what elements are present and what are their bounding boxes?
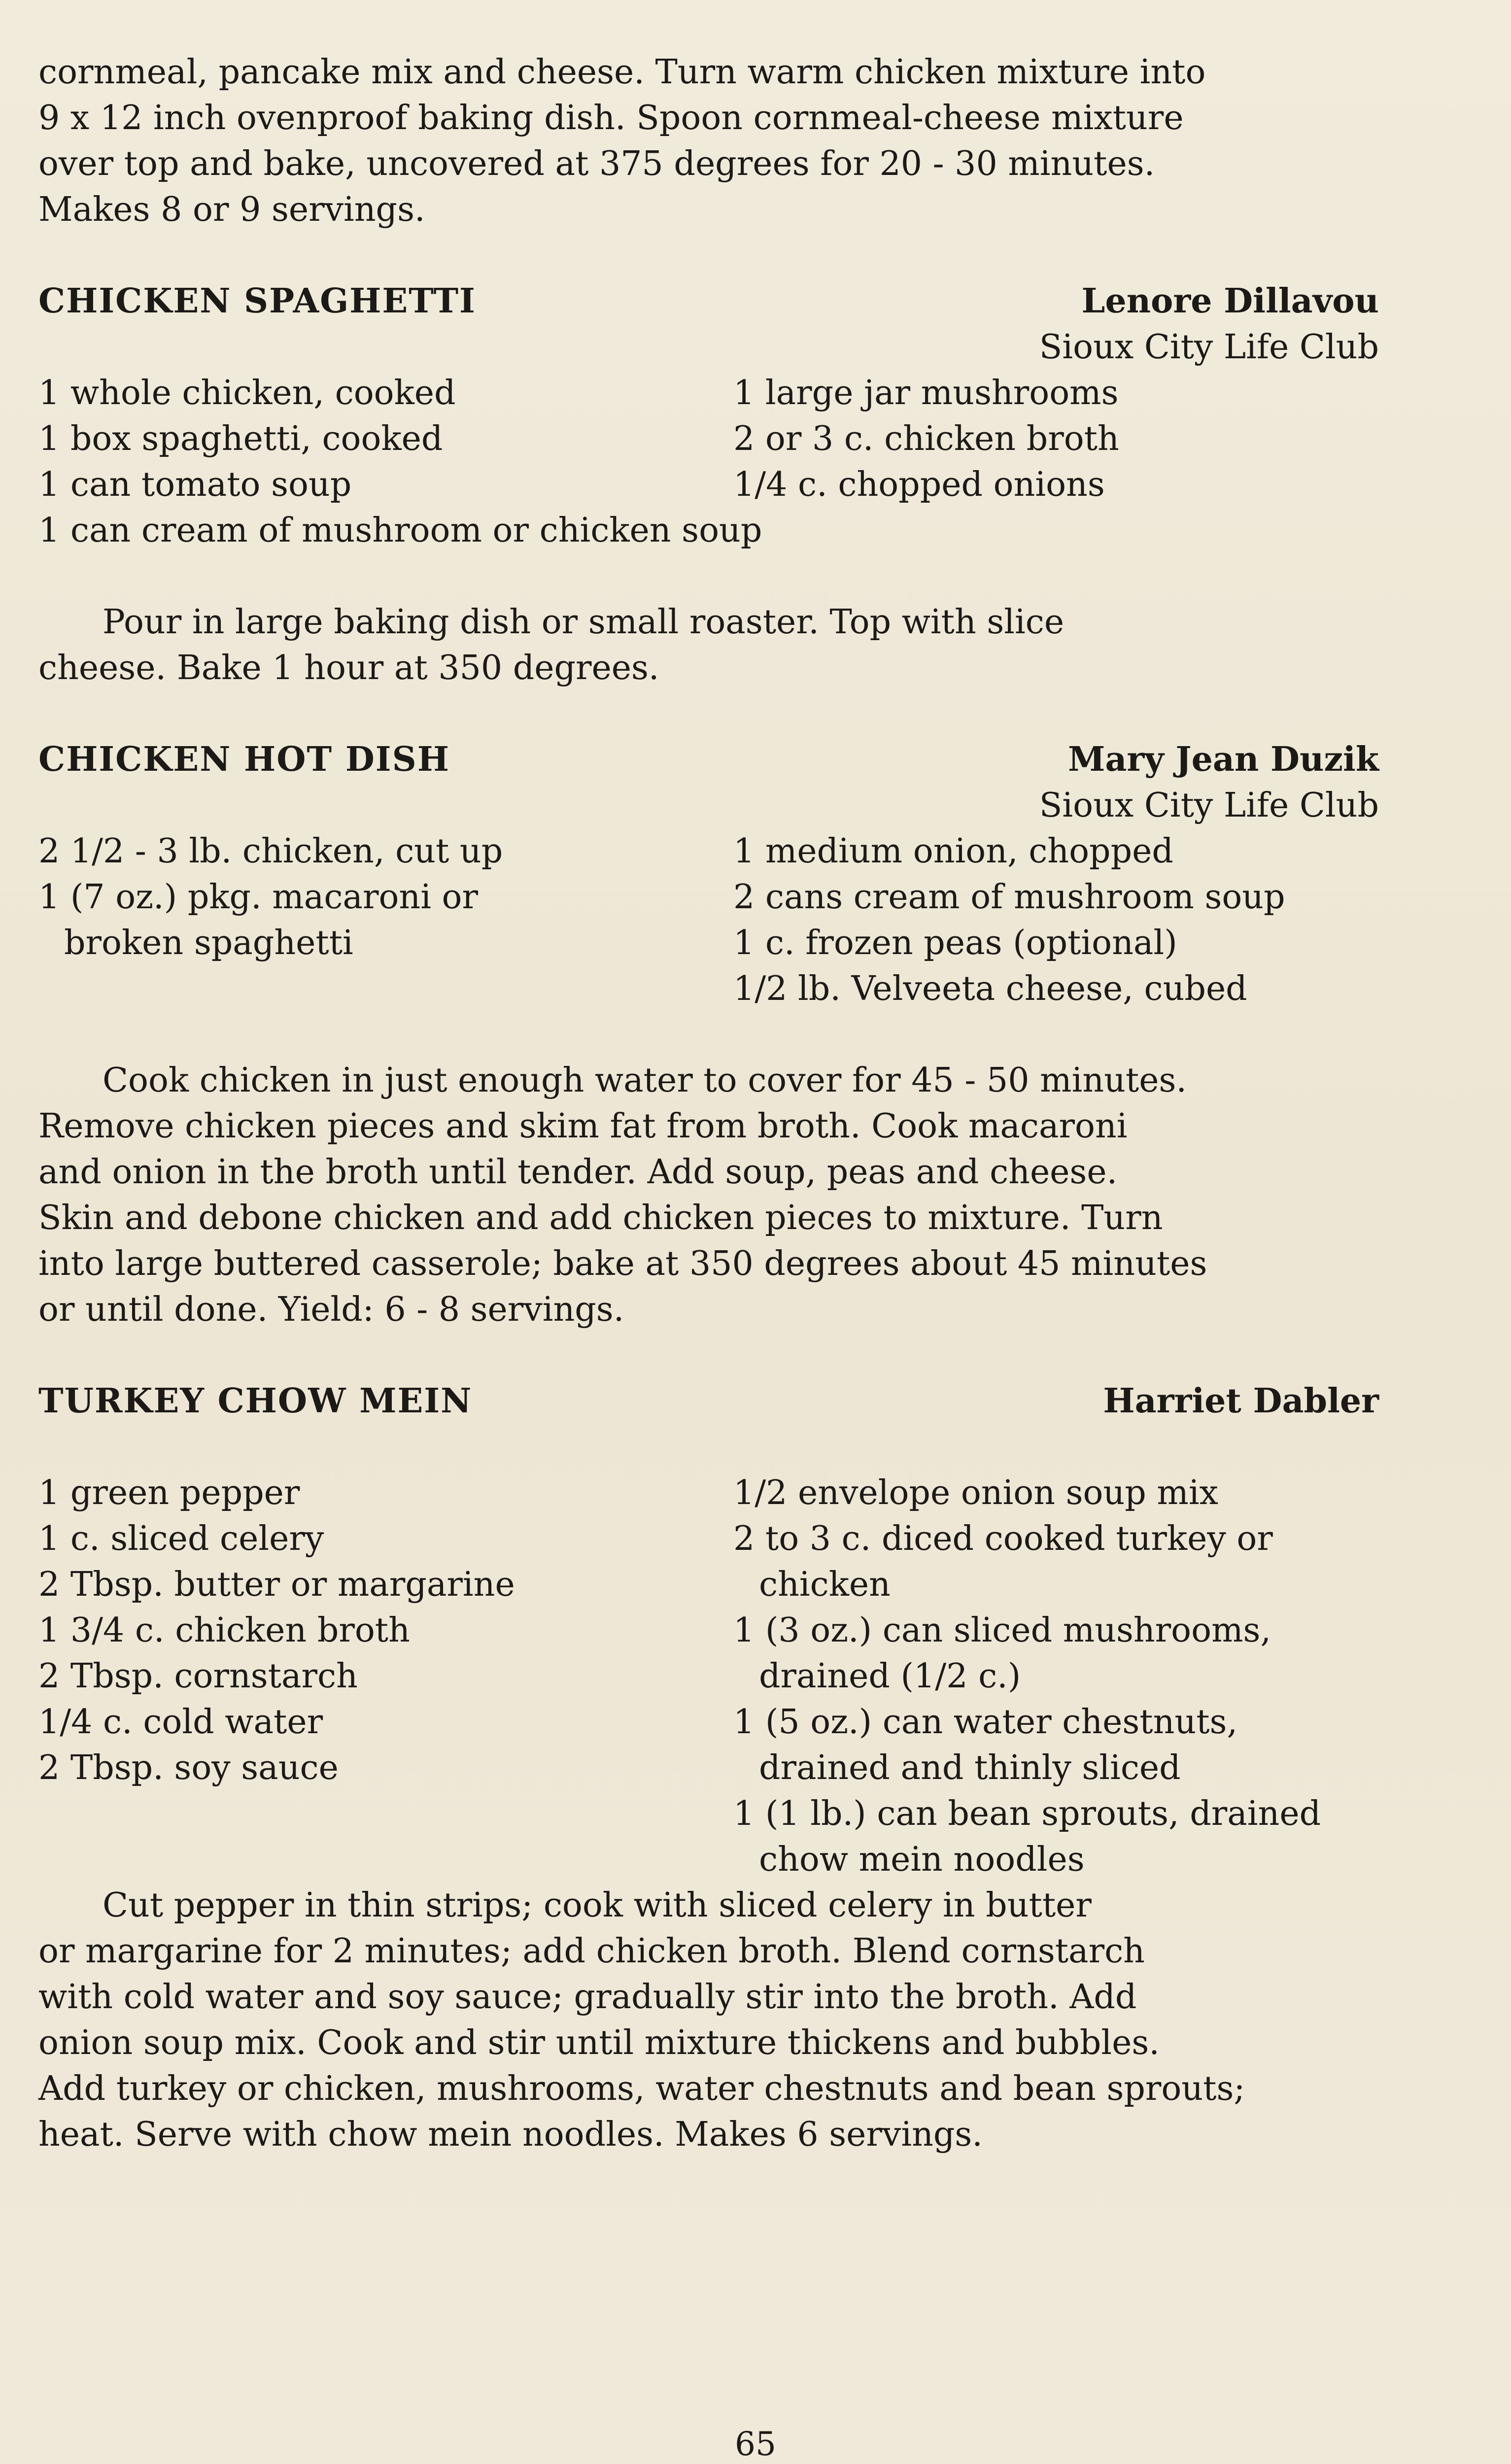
ingredients-right: [733, 370, 1423, 508]
ingredients: [38, 828, 1379, 1012]
ingredient: 1 box spaghetti, cooked: [38, 419, 443, 458]
ingredient: 1/4 c. cold water: [38, 1703, 323, 1742]
ingredient: chicken: [759, 1565, 891, 1604]
intro-paragraph: [38, 49, 1379, 233]
ingredient: chow mein noodles: [759, 1840, 1085, 1879]
direction-line: or margarine for 2 minutes; add chicken broth. Blend cornstarch: [38, 1932, 1145, 1971]
ingredient: 2 to 3 c. diced cooked turkey or: [733, 1519, 1273, 1558]
direction-line: or until done. Yield: 6 - 8 servings.: [38, 1290, 624, 1329]
recipe-directions: [38, 1882, 1379, 2157]
recipe-heading: [38, 737, 1379, 783]
ingredients: [38, 370, 1379, 553]
ingredient: 1 whole chicken, cooked: [38, 374, 456, 412]
ingredient: 2 Tbsp. soy sauce: [38, 1748, 339, 1787]
ingredient: 1 medium onion, chopped: [733, 832, 1173, 871]
direction-line: and onion in the broth until tender. Add soup, peas and cheese.: [38, 1153, 1118, 1192]
ingredient: 2 or 3 c. chicken broth: [733, 419, 1119, 458]
ingredient: 2 Tbsp. butter or margarine: [38, 1565, 515, 1604]
direction-line: Remove chicken pieces and skim fat from broth. Cook macaroni: [38, 1107, 1128, 1146]
recipe-author: Harriet Dabler: [1103, 1381, 1379, 1421]
intro-line: Makes 8 or 9 servings.: [38, 190, 425, 229]
recipe-heading: [38, 1378, 1379, 1424]
direction-line: onion soup mix. Cook and stir until mixture thickens and bubbles.: [38, 2023, 1160, 2062]
direction-line: heat. Serve with chow mein noodles. Makes 6 servings.: [38, 2115, 983, 2154]
direction-line: cheese. Bake 1 hour at 350 degrees.: [38, 649, 659, 687]
direction-line: Pour in large baking dish or small roaster. Top with slice: [103, 603, 1065, 642]
intro-line: over top and bake, uncovered at 375 degrees for 20 - 30 minutes.: [38, 144, 1155, 183]
recipe-title: CHICKEN HOT DISH: [38, 740, 450, 779]
ingredient: 2 cans cream of mushroom soup: [733, 878, 1285, 917]
page-content: [38, 49, 1379, 2157]
club-row: [38, 324, 1379, 370]
recipe-club: Sioux City Life Club: [1039, 328, 1379, 367]
ingredients-left: [38, 370, 762, 553]
ingredient: 1 large jar mushrooms: [733, 374, 1119, 412]
ingredient: 1/2 envelope onion soup mix: [733, 1473, 1219, 1512]
direction-line: Cook chicken in just enough water to cover for 45 - 50 minutes.: [103, 1061, 1187, 1100]
ingredient: 1 green pepper: [38, 1473, 300, 1512]
ingredient: drained (1/2 c.): [759, 1657, 1021, 1696]
ingredient: 2 Tbsp. cornstarch: [38, 1657, 358, 1696]
ingredient: 1 c. frozen peas (optional): [733, 924, 1177, 962]
ingredient: 1 (7 oz.) pkg. macaroni or: [38, 878, 479, 917]
recipe-chicken-hot-dish: [38, 737, 1379, 1333]
direction-line: Cut pepper in thin strips; cook with sliced celery in butter: [103, 1886, 1092, 1925]
ingredient: 1 3/4 c. chicken broth: [38, 1611, 410, 1650]
direction-line: with cold water and soy sauce; gradually stir into the broth. Add: [38, 1978, 1137, 2017]
club-row: [38, 783, 1379, 828]
recipe-title: CHICKEN SPAGHETTI: [38, 281, 476, 321]
recipe-author: Lenore Dillavou: [1081, 281, 1379, 321]
spacer: [38, 1424, 1379, 1470]
ingredients-left: [38, 828, 728, 966]
spacer: [38, 553, 1379, 599]
spacer: [38, 233, 1379, 278]
spacer: [38, 1012, 1379, 1058]
direction-line: into large buttered casserole; bake at 350 degrees about 45 minutes: [38, 1244, 1207, 1283]
recipe-title: TURKEY CHOW MEIN: [38, 1381, 473, 1421]
ingredient: 1 can tomato soup: [38, 465, 352, 504]
ingredient: 1 can cream of mushroom or chicken soup: [38, 511, 762, 550]
ingredients-left: [38, 1470, 728, 1791]
recipe-directions: [38, 599, 1379, 691]
page-number: 65: [735, 2425, 776, 2463]
ingredients-right: [733, 828, 1423, 1012]
ingredient: 1 (5 oz.) can water chestnuts,: [733, 1703, 1238, 1742]
ingredient: 2 1/2 - 3 lb. chicken, cut up: [38, 832, 503, 871]
ingredient: 1 c. sliced celery: [38, 1519, 324, 1558]
recipe-heading: [38, 278, 1379, 324]
ingredient: 1/2 lb. Velveeta cheese, cubed: [733, 969, 1247, 1008]
recipe-turkey-chow-mein: [38, 1378, 1379, 2157]
recipe-club: Sioux City Life Club: [1039, 786, 1379, 825]
ingredient: 1/4 c. chopped onions: [733, 465, 1105, 504]
ingredient: 1 (1 lb.) can bean sprouts, drained: [733, 1794, 1321, 1833]
recipe-directions: [38, 1058, 1379, 1333]
direction-line: Skin and debone chicken and add chicken pieces to mixture. Turn: [38, 1198, 1163, 1237]
direction-line: Add turkey or chicken, mushrooms, water chestnuts and bean sprouts;: [38, 2069, 1245, 2108]
ingredient: drained and thinly sliced: [759, 1748, 1181, 1787]
ingredient: broken spaghetti: [64, 924, 353, 962]
recipe-chicken-spaghetti: [38, 278, 1379, 691]
ingredient: 1 (3 oz.) can sliced mushrooms,: [733, 1611, 1271, 1650]
intro-line: cornmeal, pancake mix and cheese. Turn warm chicken mixture into: [38, 53, 1206, 92]
spacer: [38, 691, 1379, 737]
ingredients: [38, 1470, 1379, 1882]
ingredients-right: [733, 1470, 1423, 1882]
spacer: [38, 1333, 1379, 1378]
recipe-author: Mary Jean Duzik: [1068, 740, 1379, 779]
intro-line: 9 x 12 inch ovenproof baking dish. Spoon cornmeal-cheese mixture: [38, 99, 1184, 137]
